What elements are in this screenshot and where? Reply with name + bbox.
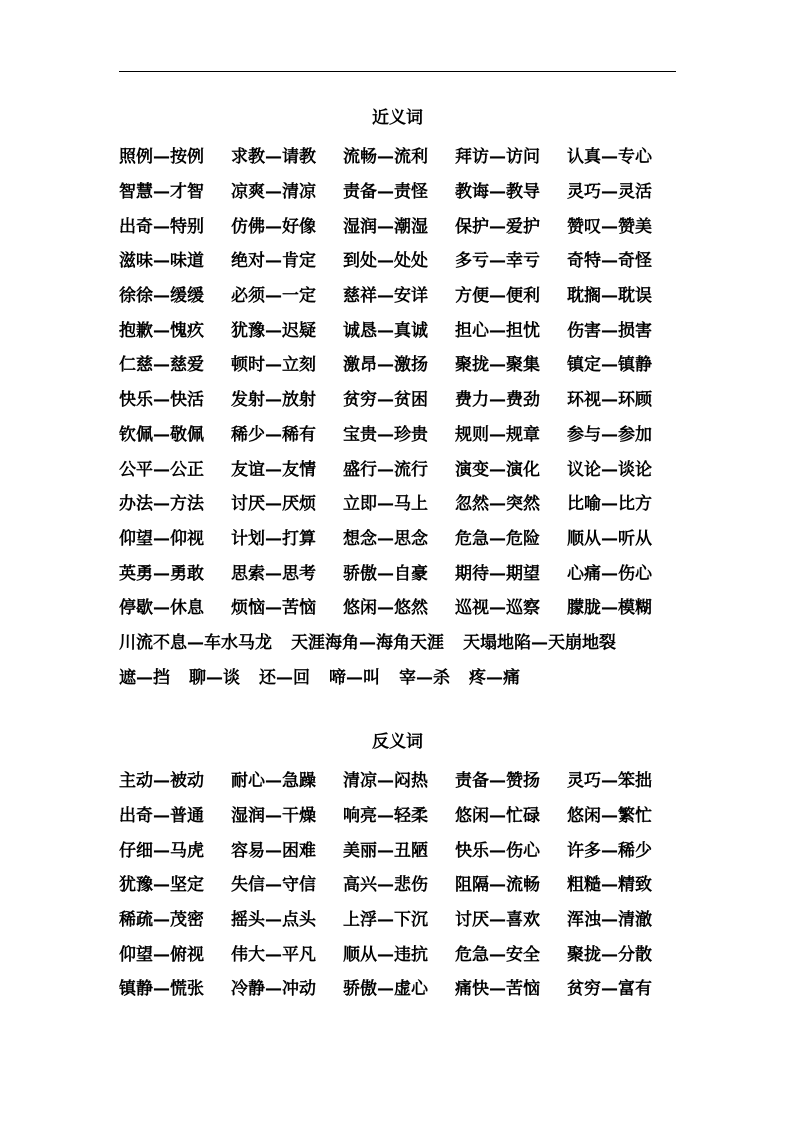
synonym-row [119,487,719,522]
antonym-pair: 主动—被动 [119,771,204,792]
synonym-pair: 担心—担忧 [455,320,540,341]
synonym-pair: 发射—放射 [231,390,316,411]
antonym-pair: 粗糙—精致 [567,875,652,896]
idiom-pair: 天涯海角—海角天涯 [291,632,444,653]
synonym-pair: 巡视—巡察 [455,598,540,619]
synonym-pair: 心痛—伤心 [567,563,652,584]
synonym-row [119,418,719,453]
synonym-pair: 必须—一定 [231,286,316,307]
antonym-pair: 仔细—马虎 [119,840,204,861]
antonym-pair: 责备—赞扬 [455,771,540,792]
antonym-pair: 灵巧—笨拙 [567,771,652,792]
antonym-pair: 耐心—急躁 [231,771,316,792]
idiom-pair: 天塌地陷—天崩地裂 [463,632,616,653]
antonym-pair: 痛快—苦恼 [455,979,540,1000]
antonym-pair: 仰望—俯视 [119,944,204,965]
synonym-row [119,140,719,175]
antonyms-heading: 反义词 [372,732,423,752]
synonym-pair: 凉爽—清凉 [231,182,316,203]
antonym-pair: 快乐—伤心 [455,840,540,861]
synonym-pair: 照例—按例 [119,147,204,168]
synonym-pair: 宝贵—珍贵 [343,424,428,445]
single-char-pair: 聊—谈 [189,667,240,688]
synonym-row [119,556,719,591]
antonym-pair: 骄傲—虚心 [343,979,428,1000]
synonym-pair: 滋味—味道 [119,251,204,272]
synonym-pair: 环视—环顾 [567,390,652,411]
synonym-pair: 灵巧—灵活 [567,182,652,203]
antonym-pair: 悠闲—繁忙 [567,806,652,827]
single-char-pair: 啼—叫 [329,667,380,688]
synonym-pair: 钦佩—敬佩 [119,424,204,445]
synonym-pair: 湿润—潮湿 [343,216,428,237]
synonym-pair: 仁慈—慈爱 [119,355,204,376]
synonym-pair: 想念—思念 [343,528,428,549]
top-horizontal-rule [119,71,676,72]
synonym-pair: 仰望—仰视 [119,528,204,549]
single-char-pair: 还—回 [259,667,310,688]
synonym-pair: 悠闲—悠然 [343,598,428,619]
single-char-pair: 宰—杀 [399,667,450,688]
synonym-row [119,279,719,314]
synonym-pair: 立即—马上 [343,494,428,515]
synonym-pair: 责备—责怪 [343,182,428,203]
antonym-row [119,937,719,972]
synonym-pair: 快乐—快活 [119,390,204,411]
synonym-pair: 出奇—特别 [119,216,204,237]
synonym-pair: 耽搁—耽误 [567,286,652,307]
antonym-pair: 出奇—普通 [119,806,204,827]
synonym-pair: 盛行—流行 [343,459,428,480]
synonym-pair: 求教—请教 [231,147,316,168]
antonym-pair: 响亮—轻柔 [343,806,428,827]
antonym-pair: 稀疏—茂密 [119,910,204,931]
antonym-row [119,833,719,868]
antonym-row [119,764,719,799]
synonym-pair: 绝对—肯定 [231,251,316,272]
antonym-pair: 容易—困难 [231,840,316,861]
antonym-pair: 湿润—干燥 [231,806,316,827]
antonym-pair: 浑浊—清澈 [567,910,652,931]
synonym-pair: 抱歉—愧疚 [119,320,204,341]
synonym-pair: 智慧—才智 [119,182,204,203]
synonym-pair: 聚拢—聚集 [455,355,540,376]
synonym-pair: 演变—演化 [455,459,540,480]
antonym-pair: 贫穷—富有 [567,979,652,1000]
antonym-pair: 失信—守信 [231,875,316,896]
idiom-pair: 川流不息—车水马龙 [119,632,272,653]
synonym-pair: 认真—专心 [567,147,652,168]
synonym-pair: 多亏—幸亏 [455,251,540,272]
synonyms-word-grid [119,140,719,695]
synonym-pair: 讨厌—厌烦 [231,494,316,515]
synonym-row [119,522,719,557]
antonym-pair: 悠闲—忙碌 [455,806,540,827]
single-char-pair: 遮—挡 [119,667,170,688]
idiom-pair-row [119,626,719,661]
synonym-pair: 朦胧—模糊 [567,598,652,619]
antonym-pair: 上浮—下沉 [343,910,428,931]
synonym-pair: 诚恳—真诚 [343,320,428,341]
single-char-pair-row [119,660,719,695]
antonym-pair: 许多—稀少 [567,840,652,861]
synonym-pair: 费力—费劲 [455,390,540,411]
synonym-pair: 慈祥—安详 [343,286,428,307]
antonym-pair: 顺从—违抗 [343,944,428,965]
antonym-pair: 冷静—冲动 [231,979,316,1000]
synonym-pair: 议论—谈论 [567,459,652,480]
synonym-pair: 危急—危险 [455,528,540,549]
synonym-pair: 方便—便利 [455,286,540,307]
synonym-pair: 思索—思考 [231,563,316,584]
synonym-pair: 计划—打算 [231,528,316,549]
antonym-row [119,903,719,938]
synonym-pair: 伤害—损害 [567,320,652,341]
single-char-pair: 疼—痛 [469,667,520,688]
synonym-pair: 镇定—镇静 [567,355,652,376]
synonym-pair: 烦恼—苦恼 [231,598,316,619]
antonym-pair: 犹豫—坚定 [119,875,204,896]
synonym-row [119,209,719,244]
synonym-pair: 参与—参加 [567,424,652,445]
synonym-pair: 仿佛—好像 [231,216,316,237]
synonym-row [119,591,719,626]
synonym-pair: 忽然—突然 [455,494,540,515]
synonym-pair: 规则—规章 [455,424,540,445]
synonym-pair: 公平—公正 [119,459,204,480]
synonym-pair: 贫穷—贫困 [343,390,428,411]
antonym-pair: 讨厌—喜欢 [455,910,540,931]
synonym-pair: 期待—期望 [455,563,540,584]
antonyms-word-grid [119,764,719,1007]
synonym-pair: 办法—方法 [119,494,204,515]
antonym-row [119,868,719,903]
antonym-row [119,799,719,834]
synonym-pair: 犹豫—迟疑 [231,320,316,341]
synonym-row [119,348,719,383]
synonym-pair: 顿时—立刻 [231,355,316,376]
synonym-pair: 激昂—激扬 [343,355,428,376]
synonym-pair: 奇特—奇怪 [567,251,652,272]
antonym-pair: 阻隔—流畅 [455,875,540,896]
synonym-pair: 骄傲—自豪 [343,563,428,584]
antonym-pair: 镇静—慌张 [119,979,204,1000]
synonym-pair: 比喻—比方 [567,494,652,515]
synonym-pair: 教诲—教导 [455,182,540,203]
antonym-pair: 摇头—点头 [231,910,316,931]
synonym-row [119,313,719,348]
synonym-pair: 徐徐—缓缓 [119,286,204,307]
synonym-pair: 英勇—勇敢 [119,563,204,584]
synonym-row [119,452,719,487]
synonym-row [119,175,719,210]
antonym-pair: 聚拢—分散 [567,944,652,965]
synonym-pair: 顺从—听从 [567,528,652,549]
synonym-pair: 拜访—访问 [455,147,540,168]
synonyms-heading: 近义词 [372,108,423,128]
synonym-pair: 到处—处处 [343,251,428,272]
antonym-pair: 高兴—悲伤 [343,875,428,896]
antonym-pair: 伟大—平凡 [231,944,316,965]
antonym-row [119,972,719,1007]
synonym-pair: 流畅—流利 [343,147,428,168]
antonym-pair: 美丽—丑陋 [343,840,428,861]
synonym-pair: 保护—爱护 [455,216,540,237]
synonym-row [119,244,719,279]
synonym-pair: 赞叹—赞美 [567,216,652,237]
synonym-row [119,383,719,418]
synonym-pair: 停歇—休息 [119,598,204,619]
antonym-pair: 清凉—闷热 [343,771,428,792]
antonym-pair: 危急—安全 [455,944,540,965]
synonym-pair: 稀少—稀有 [231,424,316,445]
synonym-pair: 友谊—友情 [231,459,316,480]
